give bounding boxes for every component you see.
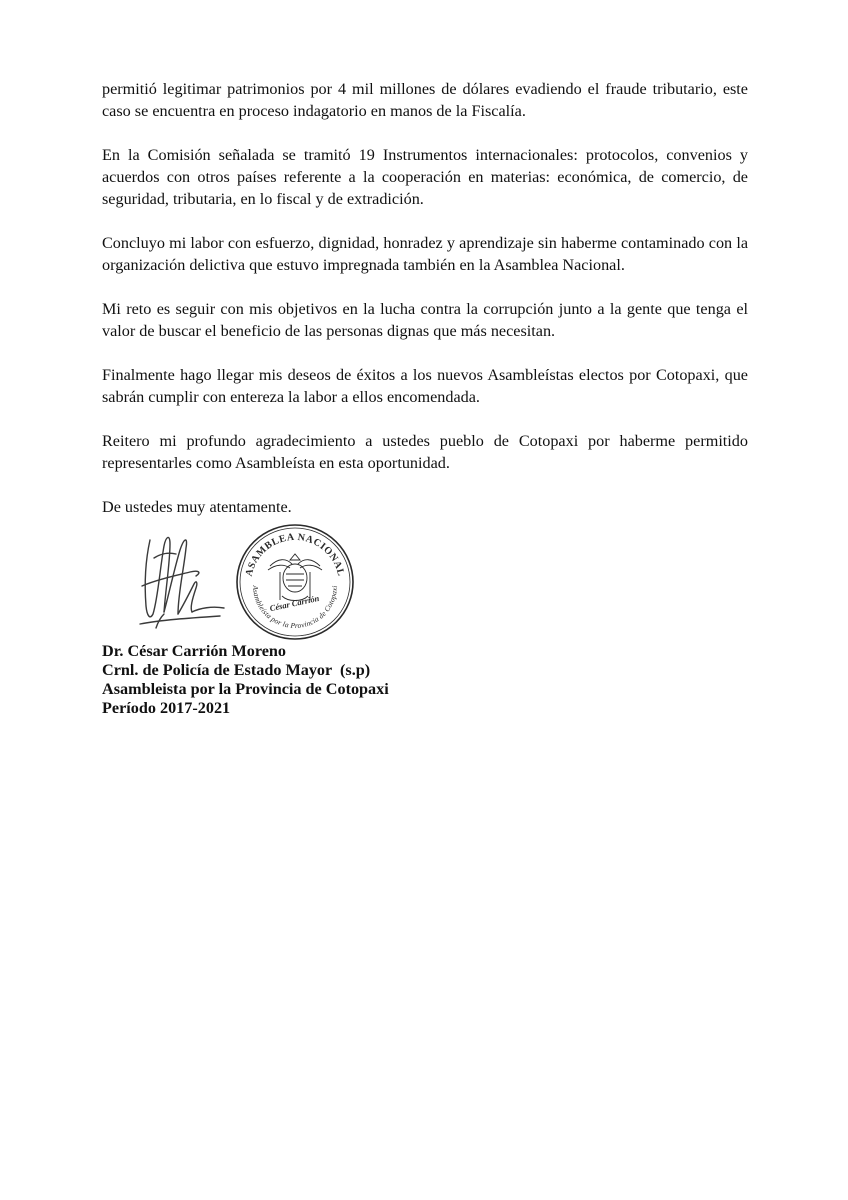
handwritten-signature [120, 528, 230, 633]
seal-bottom-text: Asambleísta por la Provincia de Cotopaxi [250, 585, 340, 631]
seal-name-text: César Carrión [268, 592, 321, 614]
paragraph-gratitude: Reitero mi profundo agradecimiento a ustedes pueblo de Cotopaxi por haberme permitido representarles como Asambleísta en esta oportunidad. [102, 432, 748, 472]
signature-block [102, 642, 748, 718]
paragraph-fraud-case: permitió legitimar patrimonios por 4 mil millones de dólares evadiendo el fraude tributario, este caso se encuentra en proceso indagatorio en manos de la Fiscalía. [102, 80, 748, 120]
signer-name: Dr. César Carrión Moreno [102, 642, 287, 660]
closing-line: De ustedes muy atentamente. [102, 498, 292, 516]
paragraph-conclusion: Concluyo mi labor con esfuerzo, dignidad, honradez y aprendizaje sin haberme contaminado con la organización delictiva que estuvo impregnada también en la Asamblea Nacional. [102, 234, 748, 274]
paragraph-challenge: Mi reto es seguir con mis objetivos en la lucha contra la corrupción junto a la gente que tenga el valor de buscar el beneficio de las personas dignas que más necesitan. [102, 300, 748, 340]
letter-page [102, 78, 748, 718]
paragraph-best-wishes: Finalmente hago llegar mis deseos de éxitos a los nuevos Asambleístas electos por Cotopaxi, que sabrán cumplir con entereza la labor a ellos encomendada. [102, 366, 748, 406]
signer-position: Asambleista por la Provincia de Cotopaxi [102, 680, 389, 698]
signer-period: Período 2017-2021 [102, 699, 231, 717]
official-seal [232, 522, 358, 642]
signature-area [102, 522, 502, 640]
seal-top-text: ASAMBLEA NACIONAL [243, 531, 347, 578]
paragraph-international-instruments: En la Comisión señalada se tramitó 19 Instrumentos internacionales: protocolos, convenios y acuerdos con otros países referente a la cooperación en materias: económica, de comercio, de seguridad, tributaria, en lo fiscal y de extradición. [102, 146, 748, 208]
signer-rank: Crnl. de Policía de Estado Mayor (s.p) [102, 661, 371, 679]
